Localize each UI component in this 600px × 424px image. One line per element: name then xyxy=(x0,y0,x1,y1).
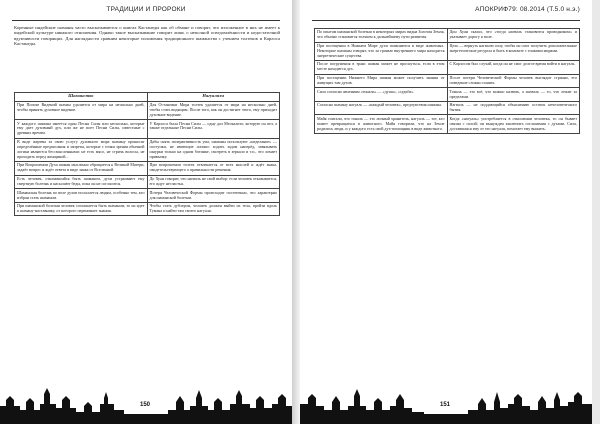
table-row xyxy=(315,115,579,133)
table-row xyxy=(315,102,579,116)
nagualism-cell: До Хуан говорит, что нагваль не свой выбор: если человек отказывается, его ждут несчастья. xyxy=(147,176,280,189)
shamanism-cell: Шаманская болезнь по воле духов посылается людям, особенно тем, кто избран стать шаманом. xyxy=(17,189,145,200)
shamanism-cell: В виде жертвы за свою услугу духовного мира шаману приносят определённые предписания и запреты, которые с точки зрения обычной логики являются бессмысленными: не есть мясо, не стричь волосы, не проходить перед женщиной... xyxy=(17,139,145,159)
shamanism-cell: При посещении Нижнего Мира шаман может получить знания от живущих там духов. xyxy=(317,75,445,85)
nagualism-cell: Для Остановки Мира толтек удаляется от мира на несколько дней, чтобы стать видящим. После того, как он достигнет этого, ему приходит духовное видение. xyxy=(147,102,280,120)
nagualism-cell: Дон Хуан сказал, что «тогда нагваль становится проводником» и указывает дорогу к воле. xyxy=(447,29,580,42)
shamanism-cell: При Вопрошении Духа шаман мысленно обращается к Великой Матери, задаёт вопрос и ждёт ответа в виде знака от Вселенной. xyxy=(17,162,145,173)
shamanism-cell: Согласно шаману нагуаль — «каждый человек», предчувствия шамана. xyxy=(317,102,442,108)
left-page-number: 150 xyxy=(140,402,151,408)
table-header-cell: Нагуализм xyxy=(147,93,280,101)
comparison-table xyxy=(14,92,280,216)
nagualism-cell: У Карлоса была Песня Силы — одну дал Мескалито, которую он пел, а также отдельные Песни Силы. xyxy=(147,120,280,138)
table-header-cell: Шаманство xyxy=(68,93,94,99)
shamanism-cell: Сила согласно явлениям «тональ» — «душа», «судьба». xyxy=(317,88,415,94)
nagualism-cell: Тональ — это всё, что можно назвать, а нагваль — то, что лежит за пределами. xyxy=(447,88,580,101)
table-row xyxy=(315,61,579,75)
shamanism-cell: При Поиске Видений шаман удаляется от мира на несколько дней, чтобы принять духовное видение. xyxy=(17,102,145,112)
table-row xyxy=(15,139,279,162)
table-row xyxy=(315,88,579,102)
left-page xyxy=(0,0,292,424)
nagualism-cell: С Карлосом был случай, когда он не смог долгое время войти в нагуаль. xyxy=(447,61,580,74)
table-row xyxy=(15,203,279,216)
table-row xyxy=(15,120,279,139)
right-page-header: АПОКРИФ79: 08.2014 (Т.5.0 н.э.) xyxy=(312,6,580,21)
nagualism-cell: Потеря Человеческой Формы происходит постепенно, что характерно для шаманской болезни. xyxy=(147,189,280,202)
shamanism-cell: Майя считали, что тональ — это личный хранитель, нагуаль — тот, кто может превращаться в животного. Майя говорили, что на Земле родились люди, и у каждого есть свой дух-помощник в виде животного. xyxy=(317,115,445,131)
table-row xyxy=(15,162,279,176)
intro-paragraph: Коренные индейские шаманы часто высказываются о книгах Кастанеды как об обмане и говорят, что изложенное в них не имеет к индейской культуре никакого отношения. Однако такое высказывание говорит лишь о неполной осведомлённости и недостаточной вдумчивости говорящих. Для наглядности сравним некоторые положения традиционного шаманства с учением толтеков и Карлоса Кастанеды. xyxy=(14,25,280,47)
nagualism-cell: Нагваль — не поддающийся объяснению остаток нечеловеческого бытия. xyxy=(447,102,580,115)
shamanism-cell: Есть человек, отказавшийся быть шаманом, духи устраивают ему смертную болезнь и насылают беды, пока он не согласится. xyxy=(17,176,145,186)
shamanism-cell: При шаманской болезни человек соглашается быть шаманом, то он идет к шаману-наставнику, от которого перенимает знания. xyxy=(17,203,145,214)
shamanism-cell: При посещении в Нижнем Мире духи появляются в виде животных. Некоторые шаманы говорят, что за гранью внутреннего мира находятся энергетические существа. xyxy=(317,42,445,58)
book-spine xyxy=(292,0,300,424)
nagualism-cell: Чтобы стать дублером, человек должен выйти из тела, пройти вдоль Тумана и найти там своего нагуаля. xyxy=(147,203,280,216)
nagualism-cell: При вопрошении толтек отвлекается от всех мыслей и ждёт знака, свидетельствующего о правильности решения. xyxy=(147,162,280,175)
table-header-row xyxy=(15,93,279,102)
nagualism-cell: После потери Человеческой Формы человек выглядит странно, его поведение сложно понять. xyxy=(447,75,580,88)
table-row xyxy=(315,29,579,43)
table-row xyxy=(15,176,279,190)
nagualism-cell: Когда «нагуаль» употребляется в отношении человека, то он бывает связан с силой; он вынужден заключать соглашения с духами. Сила, доставшаяся ему от его нагуаля, помогает ему выжить. xyxy=(447,115,580,133)
table-row xyxy=(315,75,579,89)
shamanism-cell: По опытам шаманской болезни в некоторых мирах видна Золотая Земля, что обычно становится толчком к дальнейшему пути развития. xyxy=(317,29,445,40)
nagualism-cell: Цель — вернуть нагвалю силу, чтобы он смог получить дополнительные энергетические ресурсы и быть в контакте с тонкими мирами. xyxy=(447,43,580,61)
right-page-number: 151 xyxy=(440,402,451,408)
shamanism-cell: После погружения в транс шаман может не проснуться, если в этом месте находится дух. xyxy=(317,61,445,72)
table-row xyxy=(15,102,279,121)
nagualism-cell: Дабы снять гиперактивность ума, шаманы используют «неделание» — поступки, не имеющие логики: ходить задом наперёд, завязывать шнурки только на одном ботинке, смотреть в зеркало и т.п., что ломает привычку. xyxy=(147,139,280,161)
right-page xyxy=(300,0,592,424)
comparison-table-continued xyxy=(314,28,580,134)
table-row xyxy=(315,43,579,62)
table-row xyxy=(15,189,279,203)
left-page-header: ТРАДИЦИИ И ПРОРОКИ xyxy=(12,6,280,21)
shamanism-cell: У каждого шамана имеется один Песня Силы или несколько, которые ему дает духовный дух, или же не поет Песни Силы, известные с древних времен. xyxy=(17,120,145,136)
